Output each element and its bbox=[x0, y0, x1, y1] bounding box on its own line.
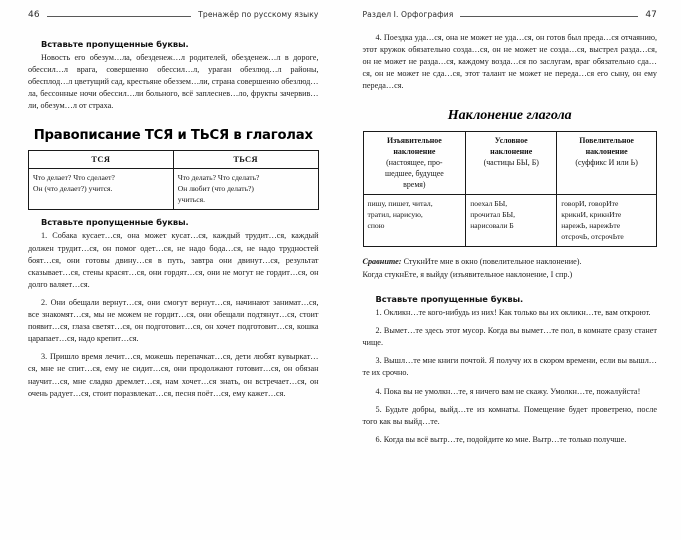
compare-line-2: Когда стукнЕте, я выйду (изъявительное наклонение, I спр.) bbox=[362, 269, 573, 279]
runhead-rule-left bbox=[47, 16, 192, 17]
thsya-example-continuation: учиться. bbox=[177, 195, 205, 205]
table-header-izyavitelnoe bbox=[363, 132, 466, 195]
example-line: нарежЬ, нарежЬте bbox=[561, 221, 621, 231]
task-title-insert-letters-right: Вставьте пропущенные буквы. bbox=[375, 294, 524, 305]
table-cell-uslovnoe-examples bbox=[466, 195, 557, 247]
example-line: спою bbox=[367, 221, 385, 231]
compare-text-1: СтукнИте мне в окно (повелительное наклонение). bbox=[401, 257, 582, 267]
compare-lead: Сравните: bbox=[362, 257, 402, 267]
spacer bbox=[363, 281, 658, 287]
example-line: крикнИ, крикнИте bbox=[561, 210, 622, 220]
exercise-item: 3. Пришло время лечит…ся, можешь перепачкат…ся, дети любят кувыркат…ся, мне не спит…ся, ему не сидит…ся, они продолжают готовит…ся, он обязан научит…ся, мне сладко дремлет…ся, нам хочет…ся знать, он встречает…ся, он очень радует…ся, стоит поразвлекат…ся, песня поёт…ся, ему кажет…ся. bbox=[28, 352, 319, 398]
exercise-item: 1. Собака кусает…ся, она может кусат…ся, каждый трудит…ся, каждый должен трудит…ся, он помог одет…ся, не надо бода…ся, не надо трудностей боят…ся, они готовы двину…ся в путь, завтра они двинут…ся, результат сказывает…ся, стены красят…ся, они гордят…ся, они не могут не гордит…ся, он долго валяет…ся. bbox=[28, 231, 319, 289]
thsya-example: Он любит (что делать?) bbox=[177, 184, 254, 194]
compare-block bbox=[363, 256, 658, 281]
task-title-insert-letters-1: Вставьте пропущенные буквы. bbox=[41, 39, 189, 49]
header-sub-line-1: (суффикс И или Ь) bbox=[575, 158, 638, 168]
table-naklonenie-glagola bbox=[363, 131, 658, 247]
header-title-line-2: наклонение bbox=[393, 147, 436, 157]
table-row bbox=[363, 195, 657, 247]
header-sub-line-1: (частицы БЫ, Б) bbox=[483, 158, 539, 168]
table-row bbox=[29, 169, 319, 210]
table-header-uslovnoe bbox=[466, 132, 557, 195]
folio-right: 47 bbox=[645, 10, 657, 20]
exercise-item: 2. Вымет…те здесь этот мусор. Когда вы вымет…те пол, в комнате сразу станет чище. bbox=[362, 326, 657, 348]
table-header-tsya: ТСЯ bbox=[29, 151, 174, 169]
runhead-rule-right bbox=[460, 16, 638, 17]
example-line: нарисовали Б bbox=[470, 221, 514, 231]
header-sub-line-2: шедшее, будущее bbox=[385, 169, 444, 179]
example-line: поехал БЫ, bbox=[470, 199, 508, 209]
header-title-line-1: Условное bbox=[494, 136, 528, 146]
header-sub-line-3: время) bbox=[403, 180, 426, 190]
table-tsya-thsya bbox=[28, 150, 319, 210]
folio-left: 46 bbox=[28, 10, 40, 20]
intro-paragraph: Новость его обезум…ла, обезденеж…л родителей, обезденеж…л в дороге, обессил…л врага, совершенно обессил…л, ураган обезлюд…л районы, обесплод…л цветущий сад, крестьяне обеззем…ли, страна совершенно обезлюд…ла, бессонные ночи обессил…ли больного, всё заплеснев…ло, фрукты зачервив…ли, обезум…л от страха. bbox=[28, 53, 319, 111]
runhead-title-left: Тренажёр по русскому языку bbox=[198, 10, 319, 19]
example-line: прочитал БЫ, bbox=[470, 210, 515, 220]
exercise-item: 3. Вышл…те мне книги почтой. Я получу их в скором времени, если вы вышл…те их срочно. bbox=[362, 356, 657, 378]
header-title-line-2: наклонение bbox=[490, 147, 533, 157]
compare-line-1 bbox=[363, 256, 658, 268]
table-header-thsya: ТЬСЯ bbox=[173, 151, 318, 169]
exercise-item: 5. Будьте добры, выйд…те из комнаты. Помещение будет проветрено, после того как вы выйд…те. bbox=[362, 404, 657, 426]
running-head-left bbox=[28, 10, 319, 32]
header-sub-line-1: (настоящее, про- bbox=[386, 158, 443, 168]
header-title-line-1: Повелительное bbox=[579, 136, 634, 146]
exercise-item: 1. Окликн…те кого-нибудь из них! Как только вы их окликн…те, вам откроют. bbox=[375, 308, 651, 318]
section-heading-tsya: Правописание ТСЯ и ТЬСЯ в глаголах bbox=[33, 128, 313, 144]
header-title-line-1: Изъявительное bbox=[386, 136, 442, 146]
exercise-item-continued: 4. Поездка уда…ся, она не может не уда…ся, он готов был преда…ся отчаянию, этот кружок обязательно созда…ся, он не может не созда…ся, выстрел разда…ся, он не может не разда…ся, каждому возда…ся по заслугам, враг обязательно сда…ся, он не может не сда…ся, этот талант не может не переда…ся его сыну, он ему переда…ся. bbox=[362, 33, 657, 91]
exercise-item: 4. Пока вы не умолкн…те, я ничего вам не скажу. Умолкн…те, пожалуйста! bbox=[375, 386, 641, 396]
exercise-item: 6. Когда вы всё вытр…те, подойдите ко мне. Вытр…те только получше. bbox=[375, 434, 627, 444]
exercise-item: 2. Они обещали вернут…ся, они смогут вернут…ся, начинают занимат…ся, все знакомят…ся, мы не можем не гордит…ся, они обещали подтянут…ся, стоит появит…ся, глаза светят…ся, он подготовит…ся, он хочет подготовит…ся, кошка царапает…ся, надо крепит…ся. bbox=[28, 297, 319, 344]
example-line: тратил, нарисую, bbox=[367, 210, 423, 220]
table-cell-povelitelnoe-examples bbox=[557, 195, 657, 247]
task-title-insert-letters-2: Вставьте пропущенные буквы. bbox=[41, 217, 189, 228]
section-heading-naklonenie: Наклонение глагола bbox=[447, 108, 572, 124]
runhead-title-right: Раздел I. Орфография bbox=[362, 10, 454, 19]
example-line: говорИ, говорИте bbox=[561, 199, 619, 209]
table-cell-tsya bbox=[29, 169, 174, 210]
table-header-row bbox=[363, 132, 657, 195]
example-line: пишу, пишет, читал, bbox=[367, 199, 433, 209]
table-cell-thsya bbox=[173, 169, 318, 210]
page-right bbox=[341, 0, 681, 540]
tsya-question: Что делает? Что сделает? bbox=[33, 173, 115, 183]
example-line: отсрочЬ, отсрочЬте bbox=[561, 232, 624, 242]
table-header-row bbox=[29, 151, 319, 169]
thsya-question: Что делать? Что сделать? bbox=[177, 173, 260, 183]
running-head-right bbox=[363, 10, 658, 32]
header-title-line-2: наклонение bbox=[585, 147, 628, 157]
table-header-povelitelnoe bbox=[557, 132, 657, 195]
table-cell-izyavitelnoe-examples bbox=[363, 195, 466, 247]
tsya-example: Он (что делает?) учится. bbox=[33, 184, 113, 194]
